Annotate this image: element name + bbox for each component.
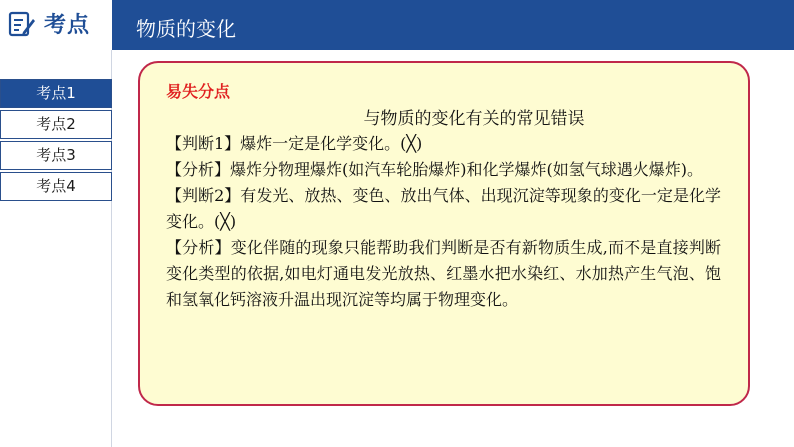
logo-box — [0, 0, 112, 50]
notepad-pencil-icon — [8, 10, 36, 38]
sidebar — [0, 79, 112, 203]
sidebar-item-kaodian-3[interactable]: 考点3 — [0, 141, 112, 170]
panel-label: 易失分点 — [166, 82, 231, 101]
sidebar-item-kaodian-4[interactable]: 考点4 — [0, 172, 112, 201]
sidebar-item-kaodian-2[interactable]: 考点2 — [0, 110, 112, 139]
judgement-2: 【判断2】有发光、放热、变色、放出气体、出现沉淀等现象的变化一定是化学变化。(╳) — [166, 186, 721, 231]
logo-label: 考点 — [44, 13, 91, 38]
panel-body — [166, 131, 721, 313]
analysis-1: 【分析】爆炸分物理爆炸(如汽车轮胎爆炸)和化学爆炸(如氢气球遇火爆炸)。 — [166, 160, 703, 179]
sidebar-item-kaodian-1[interactable]: 考点1 — [0, 79, 112, 108]
analysis-2: 【分析】变化伴随的现象只能帮助我们判断是否有新物质生成,而不是直接判断变化类型的依据,如电灯通电发光放热、红墨水把水染红、水加热产生气泡、饱和氢氧化钙溶液升温出现沉淀等均属于物理变化。 — [166, 238, 721, 309]
judgement-1: 【判断1】爆炸一定是化学变化。(╳) — [166, 134, 423, 153]
page-title: 物质的变化 — [136, 17, 236, 41]
top-bar — [0, 0, 794, 50]
content-panel — [138, 61, 750, 406]
panel-subtitle: 与物质的变化有关的常见错误 — [363, 109, 585, 129]
